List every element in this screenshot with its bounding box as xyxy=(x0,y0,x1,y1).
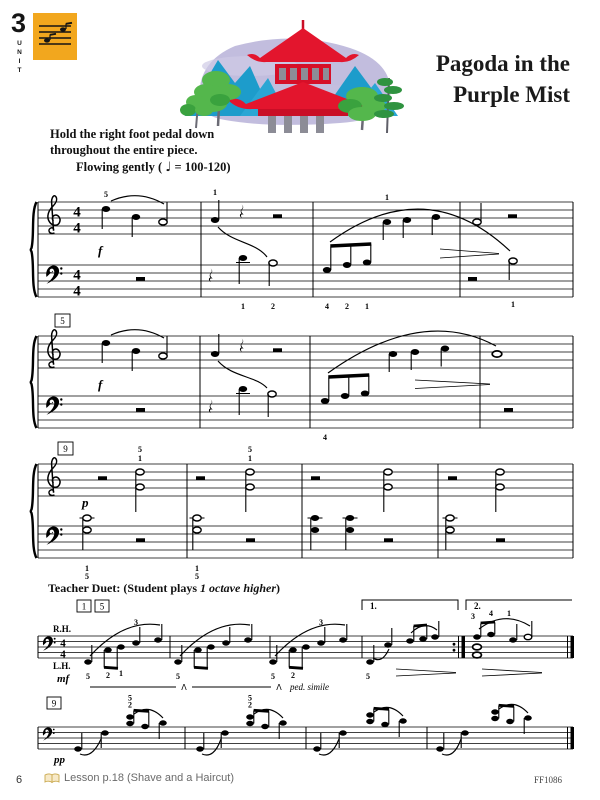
svg-text:5: 5 xyxy=(176,672,180,681)
bass-clef-icon xyxy=(43,727,55,740)
dynamic-mf: mf xyxy=(57,673,70,685)
svg-text:2: 2 xyxy=(248,700,252,710)
svg-text:2: 2 xyxy=(291,671,295,680)
unit-number: 3 xyxy=(11,8,27,38)
rh-label: R.H. xyxy=(53,624,71,634)
duet-measure-volta2 xyxy=(471,609,542,676)
duet-measure-10 xyxy=(196,694,287,756)
svg-text:2: 2 xyxy=(128,700,132,710)
lesson-book-icon xyxy=(44,773,60,784)
page-number: 6 xyxy=(16,774,23,786)
svg-text:3: 3 xyxy=(471,612,475,621)
duet-measure-4-volta1 xyxy=(366,621,456,681)
svg-text:1: 1 xyxy=(195,564,199,573)
treble-clef-icon xyxy=(48,458,60,496)
measure-10 xyxy=(190,445,256,581)
lesson-label: Lesson p.18 (Shave and a Haircut) xyxy=(64,772,234,784)
bass-staff xyxy=(38,526,573,558)
svg-text:4: 4 xyxy=(325,302,329,311)
teacher-duet-heading: Teacher Duet: (Student plays 1 octave higher) xyxy=(48,581,281,595)
duet-staff-system-1 xyxy=(30,595,575,703)
pedal-simile-text: ped. simile xyxy=(290,682,329,692)
svg-text:5: 5 xyxy=(248,445,252,454)
duet-measure-12 xyxy=(436,704,532,755)
unit-badge-icon xyxy=(33,13,77,60)
treble-clef-icon xyxy=(48,330,60,368)
svg-text:5: 5 xyxy=(104,190,108,199)
measure-4 xyxy=(440,203,517,309)
svg-text:9: 9 xyxy=(51,698,57,709)
svg-text:3: 3 xyxy=(319,618,323,627)
page-footer xyxy=(0,772,600,792)
grand-staff-system-1 xyxy=(30,180,575,320)
svg-text:4: 4 xyxy=(489,609,493,618)
svg-text:1: 1 xyxy=(213,188,217,197)
svg-text:1: 1 xyxy=(138,454,142,463)
brace xyxy=(31,202,37,297)
svg-text:5: 5 xyxy=(366,672,370,681)
svg-text:4: 4 xyxy=(60,637,66,650)
measure-5 xyxy=(102,330,167,412)
quarter-note-icon: ♩ xyxy=(165,160,172,175)
bass-clef-icon xyxy=(43,636,56,650)
unit-label: UNIT xyxy=(16,40,23,76)
svg-text:5: 5 xyxy=(195,572,199,581)
grand-staff-system-3 xyxy=(30,440,575,582)
tempo-marking: Flowing gently ( ♩ = 100-120) xyxy=(76,160,231,175)
svg-text:1: 1 xyxy=(241,302,245,311)
svg-text:Λ: Λ xyxy=(276,683,282,692)
treble-clef-icon xyxy=(48,196,60,234)
volta-1 xyxy=(362,600,458,611)
duet-measure-3 xyxy=(269,618,347,681)
title-line-2: Purple Mist xyxy=(453,82,570,107)
svg-text:1: 1 xyxy=(385,193,389,202)
dynamic-f: f xyxy=(98,377,103,392)
svg-text:1: 1 xyxy=(81,601,87,612)
measure-9 xyxy=(80,445,146,581)
svg-text:5: 5 xyxy=(271,672,275,681)
svg-text:1: 1 xyxy=(85,564,89,573)
bass-staff xyxy=(38,265,573,297)
svg-text:Λ: Λ xyxy=(181,683,187,692)
barlines xyxy=(38,336,573,428)
svg-text:1: 1 xyxy=(511,300,515,309)
svg-text:1.: 1. xyxy=(370,601,377,611)
pedal-marking xyxy=(90,682,329,692)
barlines xyxy=(38,202,573,297)
svg-text:4: 4 xyxy=(73,283,81,300)
dynamic-f: f xyxy=(98,243,103,258)
svg-text:5: 5 xyxy=(138,445,142,454)
svg-text:5: 5 xyxy=(86,672,90,681)
svg-text:2: 2 xyxy=(271,302,275,311)
svg-text:1: 1 xyxy=(248,454,252,463)
svg-text:5: 5 xyxy=(248,693,252,703)
measure-2 xyxy=(209,188,282,311)
svg-text:5: 5 xyxy=(60,316,65,326)
svg-text:4: 4 xyxy=(73,267,81,284)
duet-measure-9 xyxy=(74,694,167,756)
treble-staff xyxy=(38,202,573,234)
svg-text:1: 1 xyxy=(507,609,511,618)
lesson-reference xyxy=(44,772,234,784)
measure-11 xyxy=(308,469,394,550)
dynamic-p: p xyxy=(82,495,89,510)
catalog-number: FF1086 xyxy=(533,775,562,785)
svg-text:5: 5 xyxy=(99,601,105,612)
measure-6 xyxy=(209,334,282,417)
bass-staff xyxy=(38,396,573,428)
measure-12 xyxy=(443,469,506,550)
duet-measure-11 xyxy=(313,707,407,755)
title-line-1: Pagoda in the xyxy=(435,51,570,76)
lh-label: L.H. xyxy=(53,661,71,671)
svg-text:5: 5 xyxy=(128,693,132,703)
pedal-instruction: Hold the right foot pedal down throughout the entire piece. xyxy=(50,127,215,157)
grand-staff-system-2 xyxy=(30,312,575,448)
measure-7 xyxy=(321,331,496,442)
svg-text:4: 4 xyxy=(60,648,66,661)
treble-staff xyxy=(38,464,573,496)
barlines xyxy=(38,464,573,558)
svg-text:9: 9 xyxy=(63,444,68,454)
svg-text:4: 4 xyxy=(323,433,327,442)
svg-text:2: 2 xyxy=(106,671,110,680)
svg-text:4: 4 xyxy=(73,220,81,237)
svg-text:1: 1 xyxy=(365,302,369,311)
svg-text:3: 3 xyxy=(134,618,138,627)
dynamic-pp: pp xyxy=(54,754,65,766)
duet-measure-1 xyxy=(84,618,162,681)
page-title xyxy=(310,48,570,110)
volta-2 xyxy=(466,600,572,611)
svg-text:2: 2 xyxy=(345,302,349,311)
time-signature: 4 xyxy=(73,204,81,221)
svg-text:1: 1 xyxy=(119,669,123,678)
svg-text:5: 5 xyxy=(85,572,89,581)
svg-text:2.: 2. xyxy=(474,601,481,611)
measure-1 xyxy=(102,190,167,281)
